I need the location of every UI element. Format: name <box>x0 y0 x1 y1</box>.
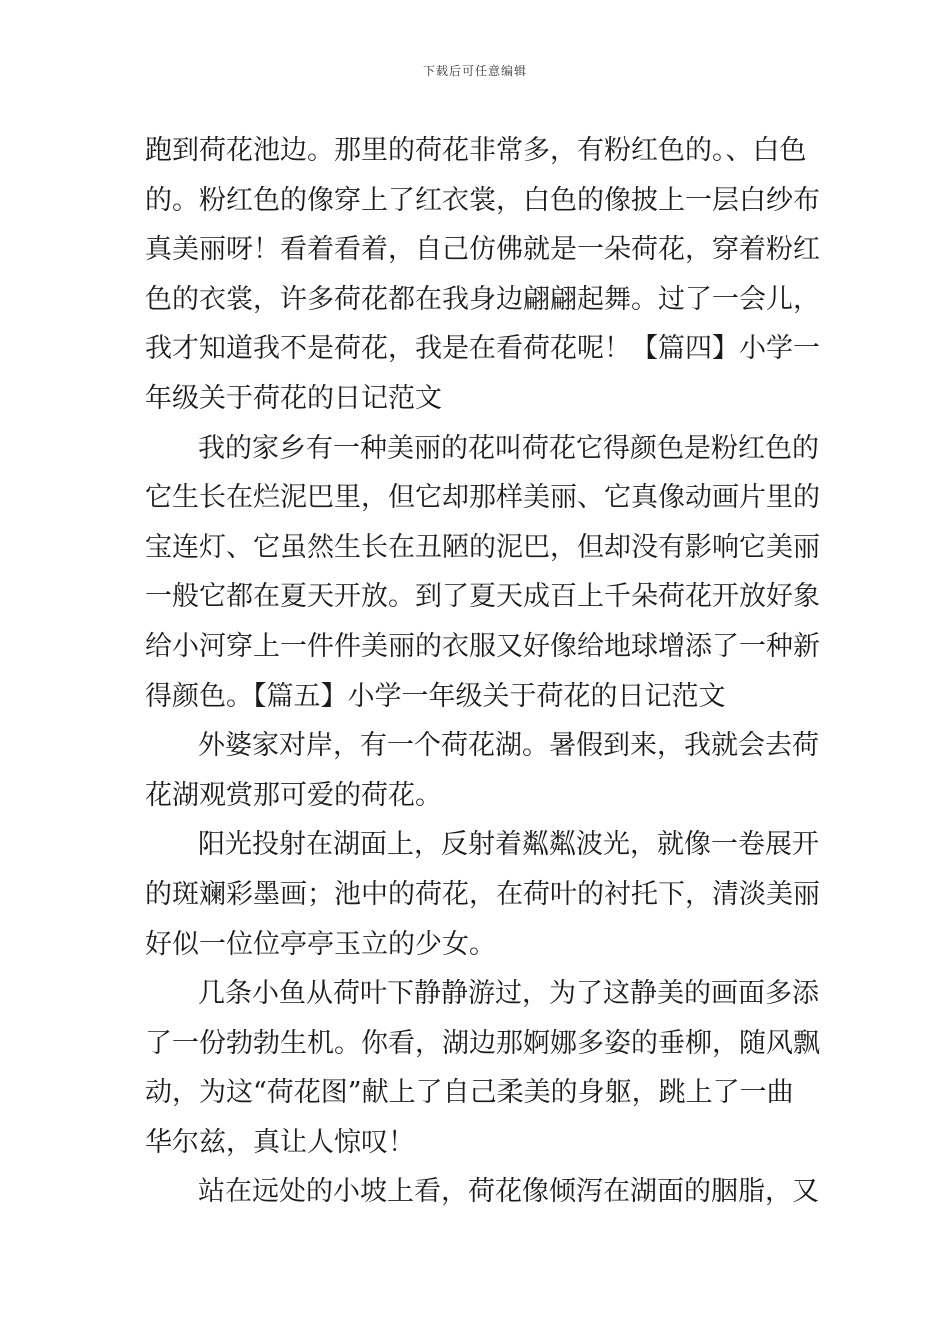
text-line: 色的衣裳，许多荷花都在我身边翩翩起舞。过了一会儿， <box>145 283 820 315</box>
body-text <box>145 126 820 1217</box>
text-line: 得颜色。【篇五】小学一年级关于荷花的日记范文 <box>145 680 726 712</box>
paragraph-first-line: 阳光投射在湖面上，反射着粼粼波光，就像一卷展开 <box>198 829 819 861</box>
text-line: 华尔兹，真让人惊叹！ <box>145 1126 415 1158</box>
text-line: 好似一位位亭亭玉立的少女。 <box>145 928 496 960</box>
text-line: 真美丽呀！看着看着，自己仿佛就是一朵荷花，穿着粉红 <box>145 234 820 266</box>
paragraph-first-line: 外婆家对岸，有一个荷花湖。暑假到来，我就会去荷 <box>198 730 819 762</box>
paragraph-first-line: 站在远处的小坡上看，荷花像倾泻在湖面的胭脂，又 <box>198 1176 819 1208</box>
page-header: 下载后可任意编辑 <box>422 64 527 78</box>
text-line: 的斑斓彩墨画；池中的荷花，在荷叶的衬托下，清淡美丽 <box>145 878 820 910</box>
text-line: 动，为这“荷花图”献上了自己柔美的身躯，跳上了一曲 <box>145 1077 794 1109</box>
text-line: 跑到荷花池边。那里的荷花非常多，有粉红色的。、白色 <box>145 135 807 166</box>
text-line: 的。粉红色的像穿上了红衣裳，白色的像披上一层白纱布 <box>145 184 820 216</box>
text-line: 年级关于荷花的日记范文 <box>145 382 442 414</box>
text-line: 给小河穿上一件件美丽的衣服又好像给地球增添了一种新 <box>145 630 820 662</box>
paragraph-first-line: 几条小鱼从荷叶下静静游过，为了这静美的画面多添 <box>198 978 819 1010</box>
text-line: 了一份勃勃生机。你看，湖边那婀娜多姿的垂柳，随风飘 <box>145 1027 820 1059</box>
text-line: 花湖观赏那可爱的荷花。 <box>145 779 442 811</box>
paragraph-first-line: 我的家乡有一种美丽的花叫荷花它得颜色是粉红色的 <box>198 432 819 464</box>
text-line: 宝连灯、它虽然生长在丑陋的泥巴，但却没有影响它美丽 <box>145 531 820 563</box>
text-line: 它生长在烂泥巴里，但它却那样美丽、它真像动画片里的 <box>145 482 820 514</box>
text-line: 一般它都在夏天开放。到了夏天成百上千朵荷花开放好象 <box>145 581 820 613</box>
text-line: 我才知道我不是荷花，我是在看荷花呢！【篇四】小学一 <box>145 333 820 365</box>
